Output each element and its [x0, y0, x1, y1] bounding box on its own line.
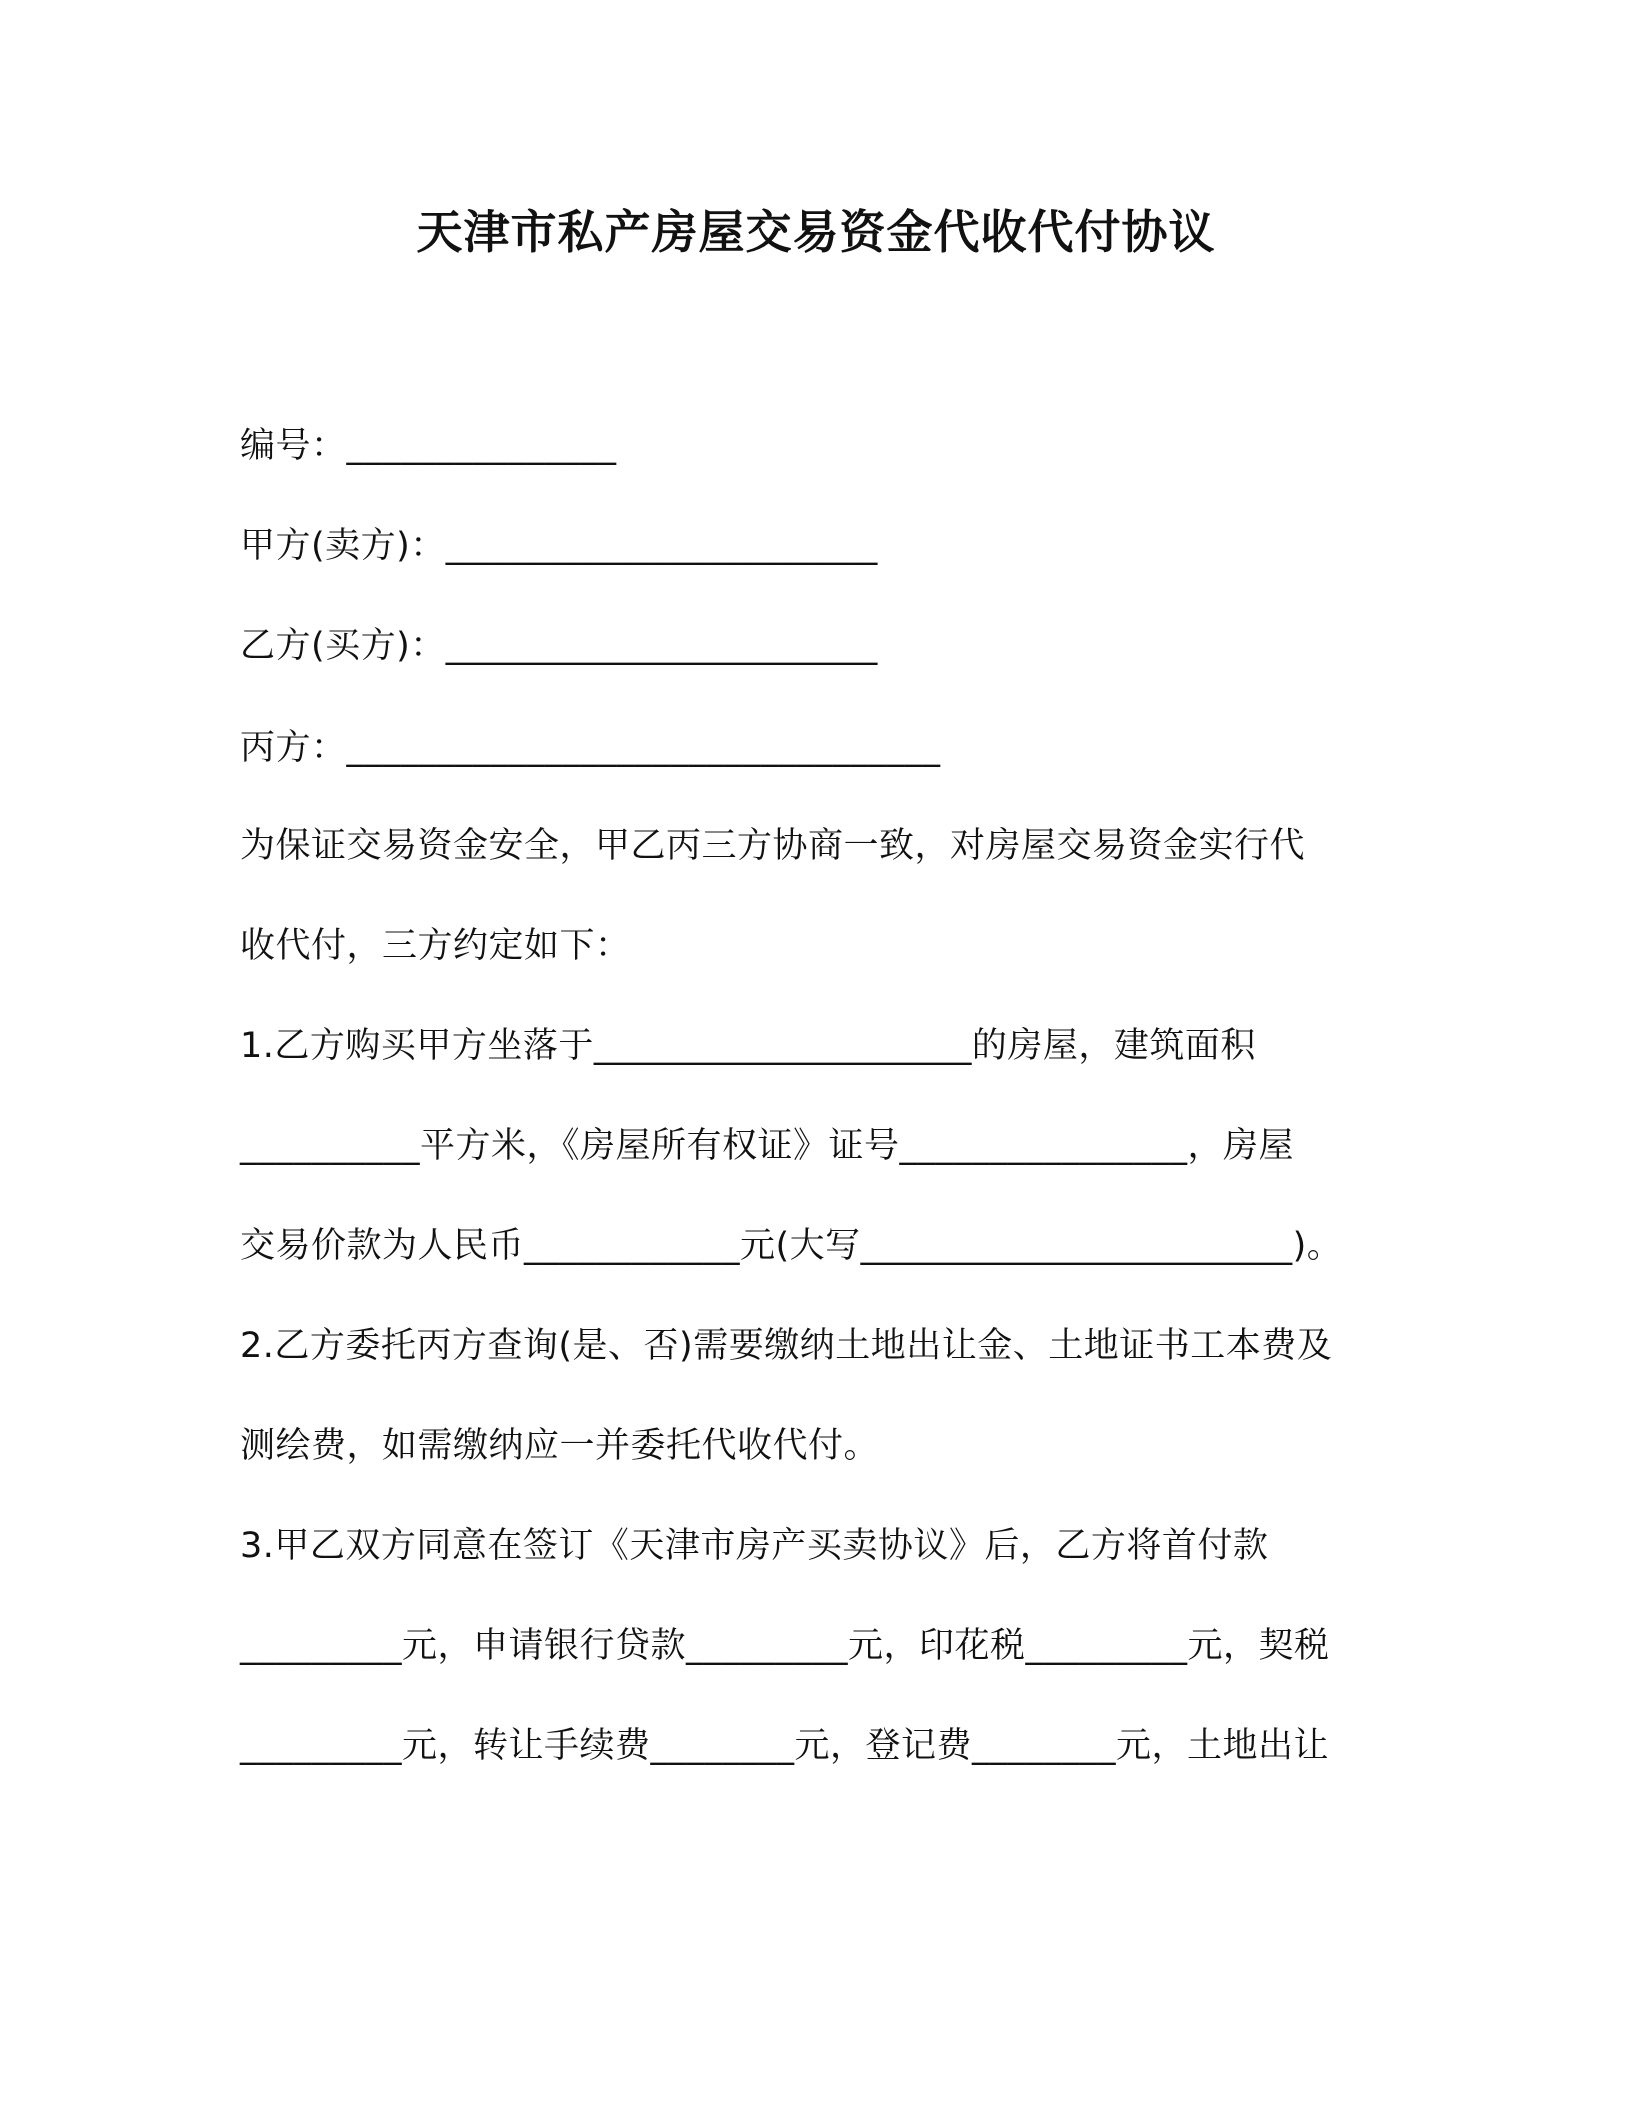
clause-2-line-2: 测绘费，如需缴纳应一并委托代收代付。 [240, 1426, 880, 1466]
clause-3-line-3: _________元，转让手续费________元，登记费________元，土地出让 [240, 1726, 1330, 1766]
clause-2-line-1: 2.乙方委托丙方查询(是、否)需要缴纳土地出让金、土地证书工本费及 [240, 1326, 1333, 1366]
party-c-line: 丙方：_________________________________ [240, 728, 941, 768]
clause-1-line-1: 1.乙方购买甲方坐落于_____________________的房屋，建筑面积 [240, 1026, 1256, 1066]
document-title: 天津市私产房屋交易资金代收代付协议 [416, 205, 1216, 259]
clause-3-line-2: _________元，申请银行贷款_________元，印花税_________元，契税 [240, 1626, 1330, 1666]
party-a-line: 甲方(卖方)：________________________ [240, 526, 878, 566]
clause-1-line-2: __________平方米，《房屋所有权证》证号________________，房屋 [240, 1126, 1295, 1166]
contract-number-line: 编号：_______________ [240, 426, 617, 466]
clause-3-line-1: 3.甲乙双方同意在签订《天津市房产买卖协议》后，乙方将首付款 [240, 1526, 1269, 1566]
preamble-line-2: 收代付，三方约定如下： [240, 926, 631, 966]
clause-1-line-3: 交易价款为人民币____________元(大写________________________)。 [240, 1226, 1343, 1266]
party-b-line: 乙方(买方)：________________________ [240, 626, 878, 666]
preamble-line-1: 为保证交易资金安全，甲乙丙三方协商一致，对房屋交易资金实行代 [240, 826, 1306, 866]
